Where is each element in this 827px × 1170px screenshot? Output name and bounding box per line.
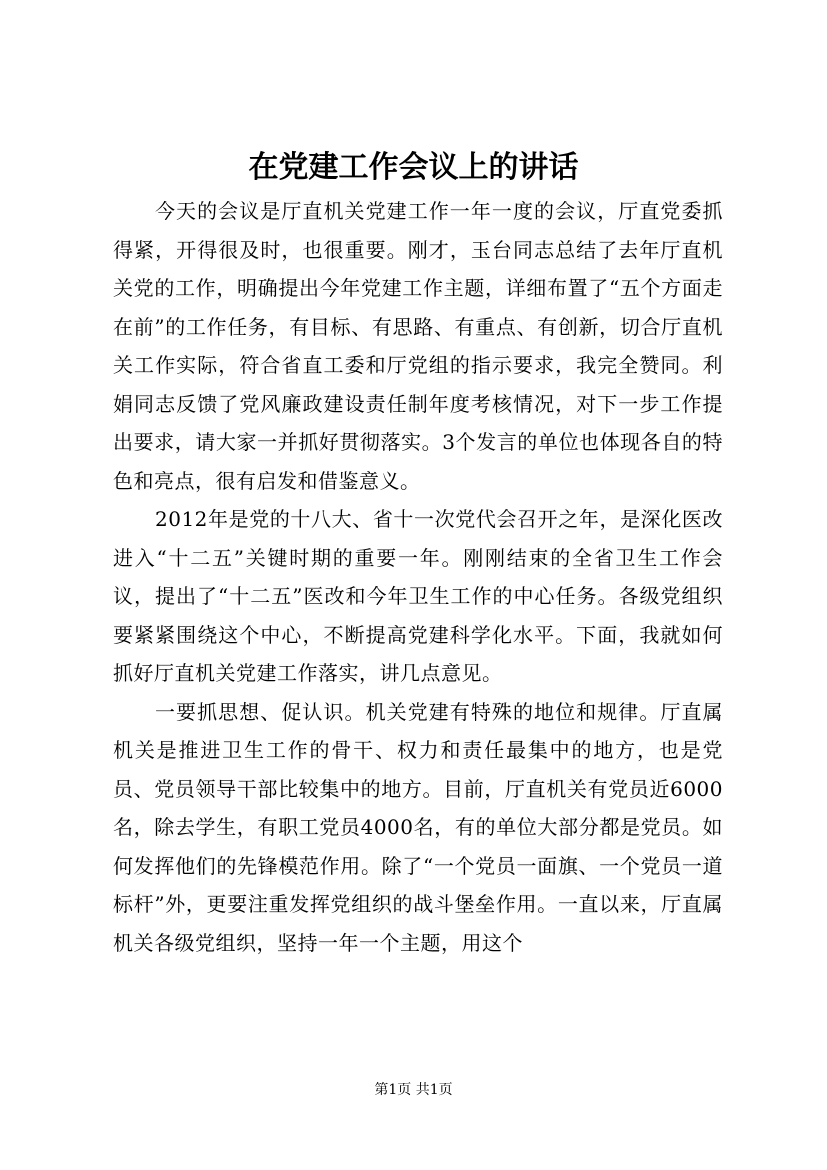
paragraph-3: 一要抓思想、促认识。机关党建有特殊的地位和规律。厅直属机关是推进卫生工作的骨干、权力和责任最集中的地方，也是党员、党员领导干部比较集中的地方。目前，厅直机关有党员近6000名，除去学生，有职工党员4000名，有的单位大部分都是党员。如何发挥他们的先锋模范作用。除了“一个党员一面旗、一个党员一道标杆”外，更要注重发挥党组织的战斗堡垒作用。一直以来，厅直属机关各级党组织，坚持一年一个主题，用这个 (113, 699, 723, 955)
paragraph-1: 今天的会议是厅直机关党建工作一年一度的会议，厅直党委抓得紧，开得很及时，也很重要。刚才，玉台同志总结了去年厅直机关党的工作，明确提出今年党建工作主题，详细布置了“五个方面走在前”的工作任务，有目标、有思路、有重点、有创新，切合厅直机关工作实际，符合省直工委和厅党组的指示要求，我完全赞同。利娟同志反馈了党风廉政建设责任制年度考核情况，对下一步工作提出要求，请大家一并抓好贯彻落实。3个发言的单位也体现各自的特色和亮点，很有启发和借鉴意义。 (113, 199, 723, 493)
paragraph-2: 2012年是党的十八大、省十一次党代会召开之年，是深化医改进入“十二五”关键时期的重要一年。刚刚结束的全省卫生工作会议，提出了“十二五”医改和今年卫生工作的中心任务。各级党组织要紧紧围绕这个中心，不断提高党建科学化水平。下面，我就如何抓好厅直机关党建工作落实，讲几点意见。 (113, 507, 723, 685)
page-footer: 第1页 共1页 (374, 1082, 453, 1098)
document-title: 在党建工作会议上的讲话 (248, 150, 579, 185)
document-body (113, 192, 723, 962)
